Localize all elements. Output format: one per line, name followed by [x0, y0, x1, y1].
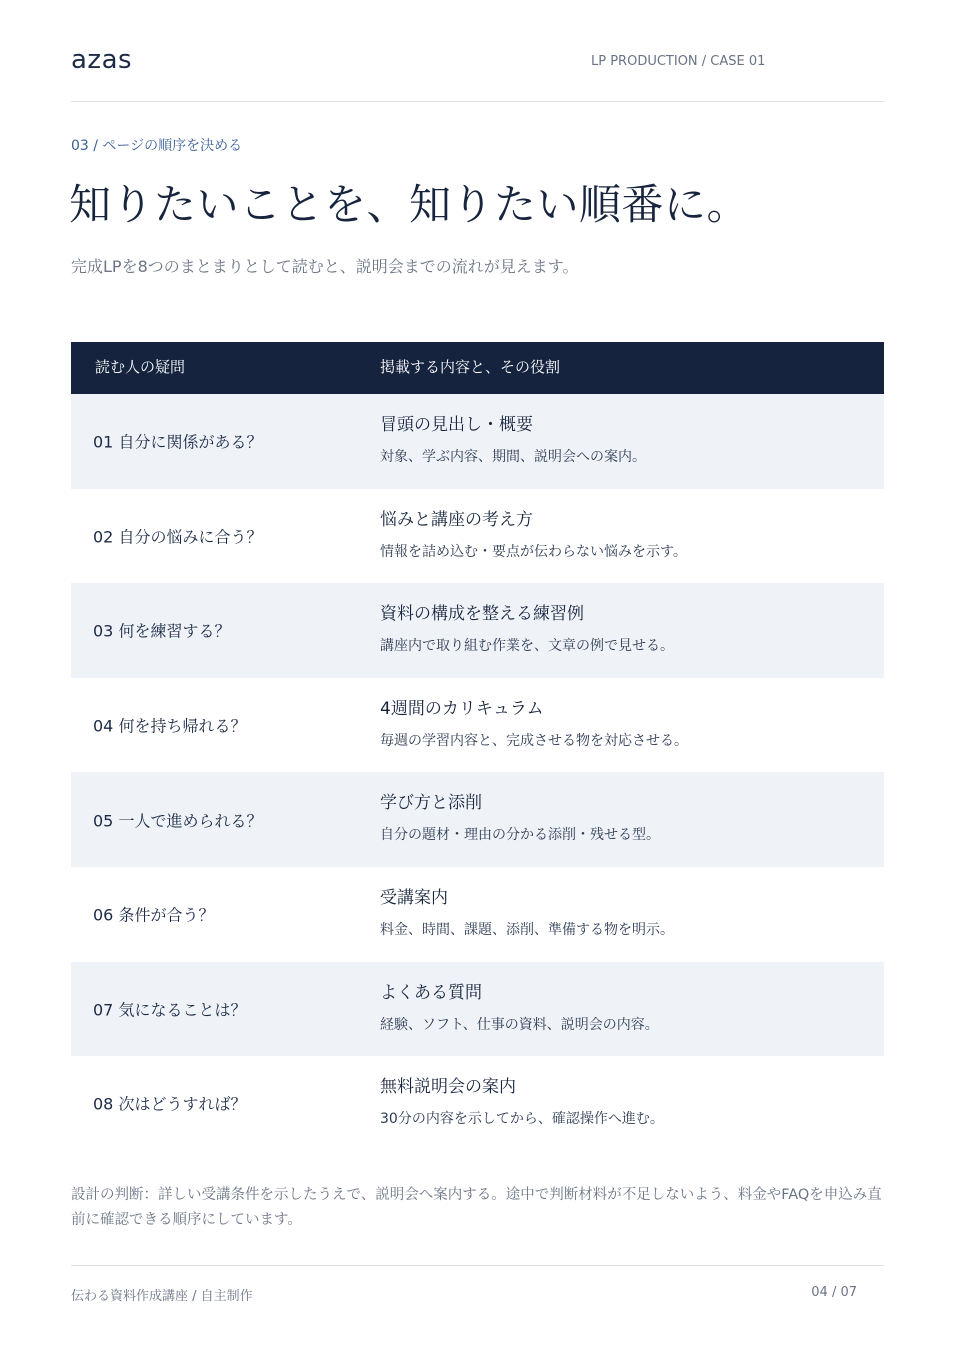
footer-project: 伝わる資料作成講座 / 自主制作: [71, 1289, 253, 1304]
row-question: 07 気になることは？: [93, 1000, 247, 1020]
row-detail: 対象、学ぶ内容、期間、説明会への案内。: [380, 449, 646, 465]
header-question: 読む人の疑問: [95, 358, 186, 376]
row-question: 05 一人で進められる？: [93, 811, 263, 831]
table-row: [71, 583, 884, 678]
section-kicker: 03 / ページの順序を決める: [71, 138, 243, 154]
row-detail: 料金、時間、課題、添削、準備する物を明示。: [380, 921, 674, 938]
brand-logo: azas: [71, 45, 133, 75]
row-detail: 30分の内容を示してから、確認操作へ進む。: [380, 1111, 664, 1128]
row-heading: 4週間のカリキュラム: [380, 698, 544, 719]
row-heading: 資料の構成を整える練習例: [380, 604, 584, 625]
page-header: [71, 40, 884, 102]
row-heading: 学び方と添削: [380, 793, 482, 814]
row-question: 04 何を持ち帰れる？: [93, 716, 247, 736]
table-row: [71, 867, 884, 962]
row-detail: 自分の題材・理由の分かる添削・残せる型。: [380, 827, 660, 844]
row-heading: 悩みと講座の考え方: [380, 509, 533, 530]
row-heading: 受講案内: [380, 887, 448, 908]
row-heading: よくある質問: [380, 982, 482, 1003]
row-question: 03 何を練習する？: [93, 621, 231, 641]
page-footer: [71, 1265, 884, 1306]
row-detail: 情報を詰め込む・要点が伝わらない悩みを示す。: [380, 543, 687, 560]
table-row: [71, 772, 884, 867]
row-question: 06 条件が合う？: [93, 905, 215, 925]
row-question: 01 自分に関係がある？: [93, 432, 263, 452]
row-heading: 冒頭の見出し・概要: [380, 415, 533, 435]
row-detail: 毎週の学習内容と、完成させる物を対応させる。: [380, 732, 688, 749]
page-number: 04 / 07: [811, 1285, 857, 1300]
case-label: LP PRODUCTION / CASE 01: [591, 54, 766, 69]
header-content: 掲載する内容と、その役割: [380, 358, 561, 376]
page-order-table: [71, 342, 884, 1151]
row-detail: 講座内で取り組む作業を、文章の例で見せる。: [380, 638, 674, 655]
table-row: [71, 962, 884, 1057]
row-detail: 経験、ソフト、仕事の資料、説明会の内容。: [380, 1016, 659, 1033]
design-note: 設計の判断：詳しい受講条件を示したうえで、説明会へ案内する。途中で判断材料が不足しないよう、料金やFAQを申込み直前に確認できる順序にしています。: [71, 1187, 882, 1228]
row-heading: 無料説明会の案内: [380, 1077, 516, 1098]
row-question: 08 次はどうすれば？: [93, 1094, 247, 1114]
page-title: 知りたいことを、知りたい順番に。: [69, 180, 750, 229]
table-row: [71, 394, 884, 489]
table-header: [71, 342, 884, 394]
table-row: [71, 1056, 884, 1151]
row-question: 02 自分の悩みに合う？: [93, 527, 263, 547]
table-row: [71, 678, 884, 773]
lead-text: 完成LPを8つのまとまりとして読むと、説明会までの流れが見えます。: [71, 257, 579, 276]
table-row: [71, 489, 884, 584]
